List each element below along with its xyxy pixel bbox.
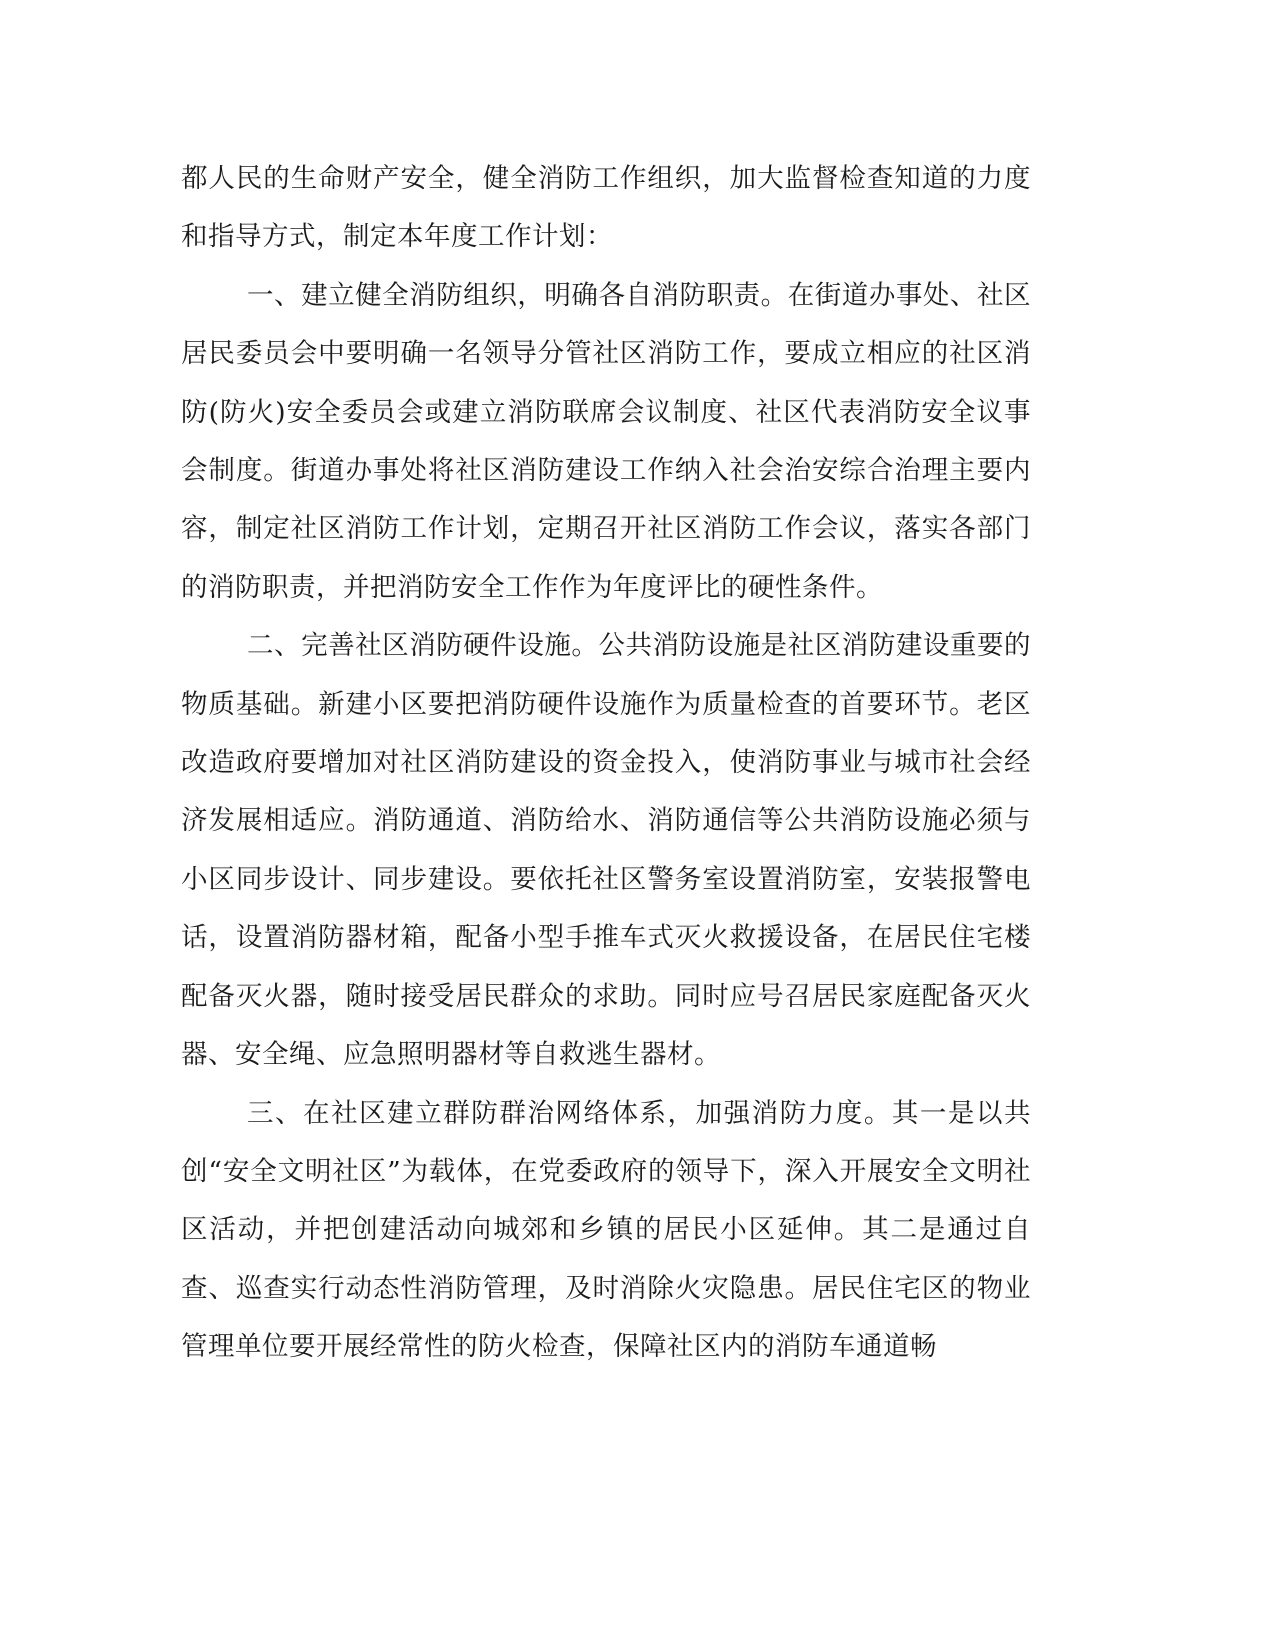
paragraph-section-2: 二、完善社区消防硬件设施。公共消防设施是社区消防建设重要的物质基础。新建小区要把消防硬件设施作为质量检查的首要环节。老区改造政府要增加对社区消防建设的资金投入，使消防事业与城市社会经济发展相适应。消防通道、消防给水、消防通信等公共消防设施必须与小区同步设计、同步建设。要依托社区警务室设置消防室，安装报警电话，设置消防器材箱，配备小型手推车式灭火救援设备，在居民住宅楼配备灭火器，随时接受居民群众的求助。同时应号召居民家庭配备灭火器、安全绳、应急照明器材等自救逃生器材。 (181, 630, 1031, 1071)
document-page (181, 150, 1031, 1377)
paragraph-section-1: 一、建立健全消防组织，明确各自消防职责。在街道办事处、社区居民委员会中要明确一名领导分管社区消防工作，要成立相应的社区消防(防火)安全委员会或建立消防联席会议制度、社区代表消防安全议事会制度。街道办事处将社区消防建设工作纳入社会治安综合治理主要内容，制定社区消防工作计划，定期召开社区消防工作会议，落实各部门的消防职责，并把消防安全工作作为年度评比的硬性条件。 (181, 279, 1031, 603)
paragraph-intro-continued: 都人民的生命财产安全，健全消防工作组织，加大监督检查知道的力度和指导方式，制定本年度工作计划： (181, 163, 1031, 253)
paragraph-section-3: 三、在社区建立群防群治网络体系，加强消防力度。其一是以共创“安全文明社区”为载体，在党委政府的领导下，深入开展安全文明社区活动，并把创建活动向城郊和乡镇的居民小区延伸。其二是通过自查、巡查实行动态性消防管理，及时消除火灾隐患。居民住宅区的物业管理单位要开展经常性的防火检查，保障社区内的消防车通道畅 (181, 1097, 1031, 1363)
